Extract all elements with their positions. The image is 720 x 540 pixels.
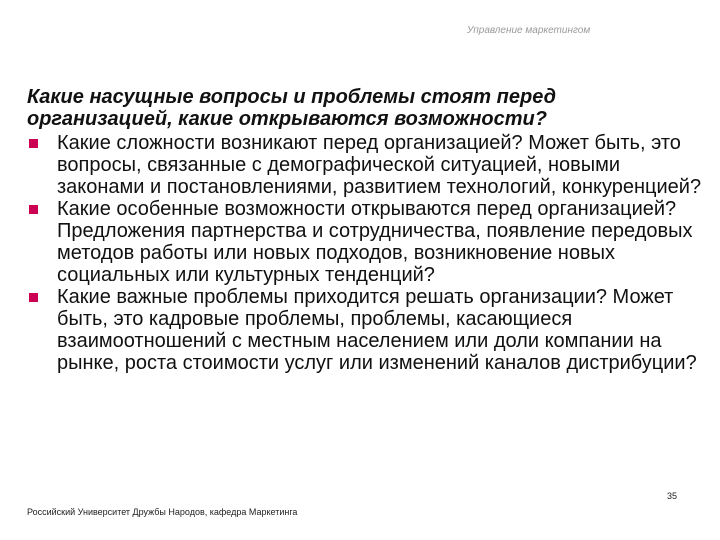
bullet-list (27, 132, 702, 374)
footer-organization: Российский Университет Дружбы Народов, кафедра Маркетинга (27, 507, 298, 517)
square-bullet-icon (29, 293, 38, 302)
slide-heading: Какие насущные вопросы и проблемы стоят перед организацией, какие открываются возможности? (27, 86, 556, 130)
bullet-text: Какие важные проблемы приходится решать организации? Может быть, это кадровые проблемы, проблемы, касающиеся взаимоотношений с местным населением или доли компании на рынке, роста стоимости услуг или изменений каналов дистрибуции? (57, 286, 697, 374)
square-bullet-icon (29, 205, 38, 214)
bullet-text: Какие особенные возможности открываются перед организацией? Предложения партнерства и сотрудничества, появление передовых методов работы или новых подходов, возникновение новых социальных или культурных тенденций? (57, 198, 693, 286)
list-item (27, 132, 702, 198)
list-item (27, 286, 702, 374)
page-number: 35 (667, 491, 678, 501)
header-title: Управление маркетингом (467, 25, 591, 36)
square-bullet-icon (29, 139, 38, 148)
bullet-text: Какие сложности возникают перед организацией? Может быть, это вопросы, связанные с демографической ситуацией, новыми законами и постановлениями, развитием технологий, конкуренцией? (57, 132, 702, 198)
list-item (27, 198, 702, 286)
